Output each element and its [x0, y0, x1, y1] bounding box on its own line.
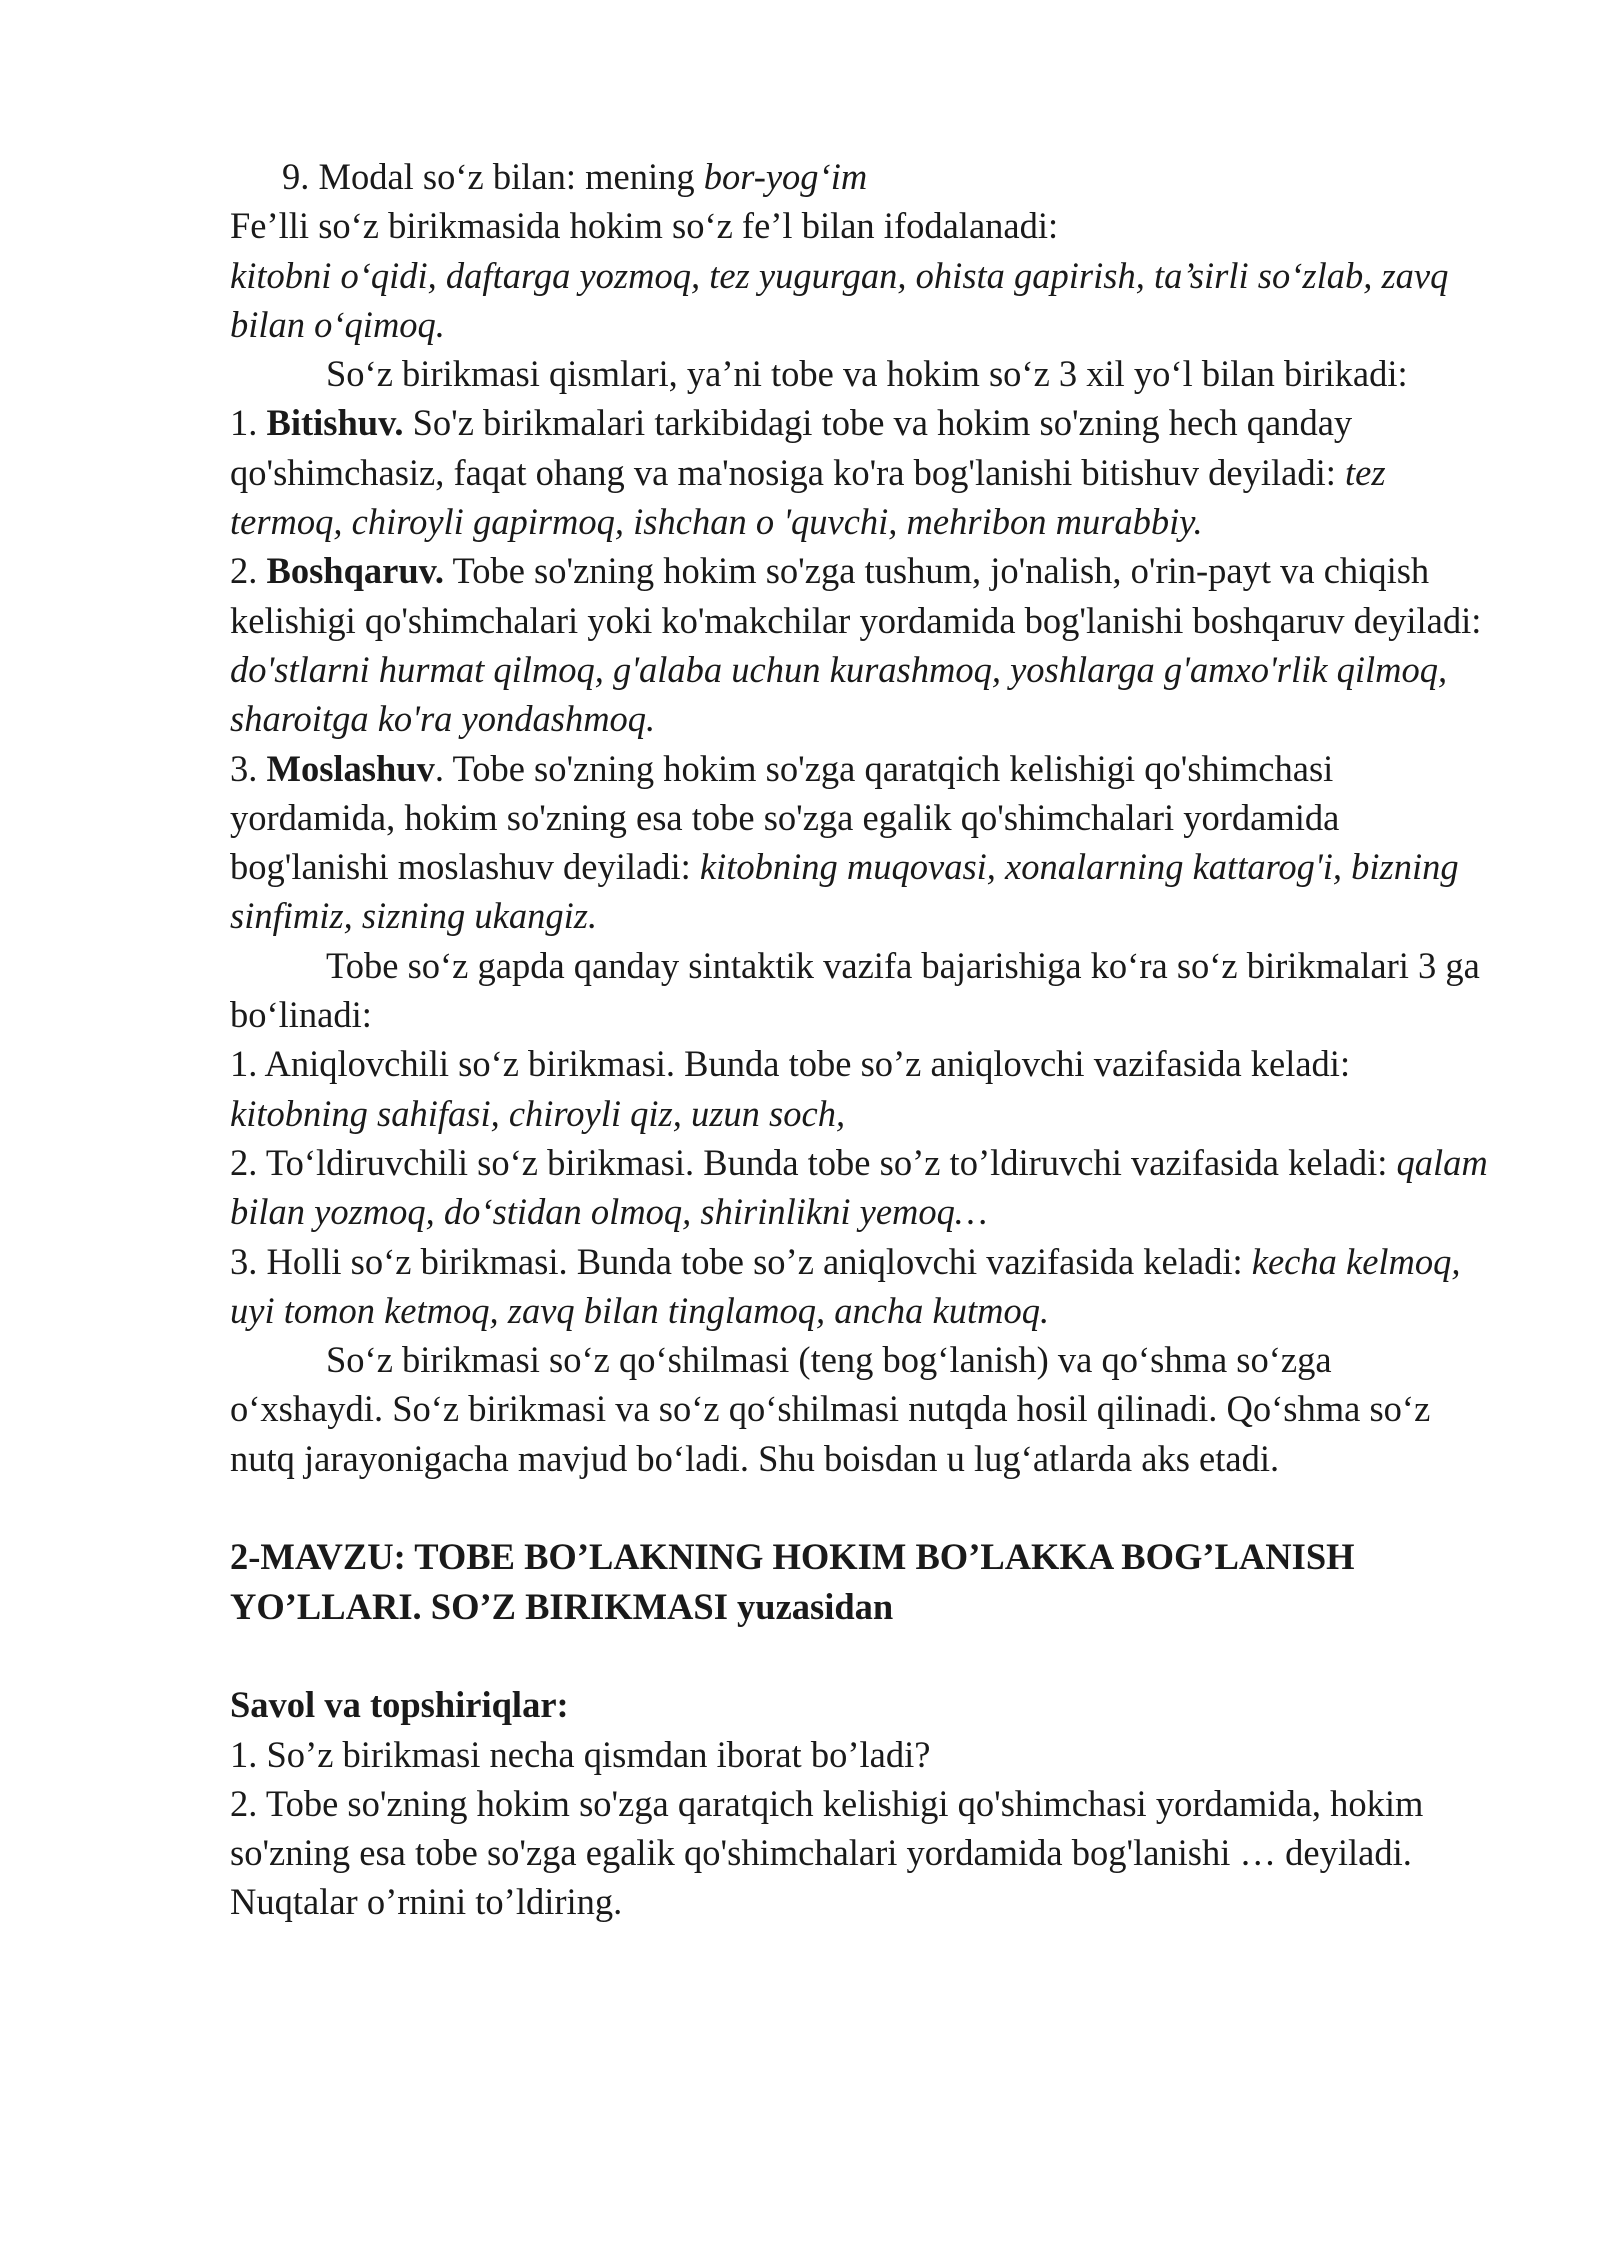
holli-paragraph — [230, 1237, 1490, 1336]
bitishuv-paragraph — [230, 398, 1490, 546]
bitishuv-num: 1. — [230, 402, 267, 444]
aniqlovchili-examples: kitobning sahifasi, chiroyli qiz, uzun soch, — [230, 1092, 846, 1134]
boshqaruv-paragraph — [230, 546, 1490, 743]
moslashuv-examples: kitobning muqovasi, xonalarning kattarog'i, bizning sinfimiz, sizning ukangiz. — [230, 846, 1459, 937]
toldiruvchili-text: 2. To‘ldiruvchili so‘z birikmasi. Bunda tobe so’z to’ldiruvchi vazifasida keladi: — [230, 1141, 1397, 1183]
moslashuv-paragraph — [230, 744, 1490, 941]
modal-line — [230, 152, 1490, 201]
vazifa-paragraph: Tobe so‘z gapda qanday sintaktik vazifa bajarishiga ko‘ra so‘z birikmalari 3 ga bo‘linadi: — [230, 944, 1480, 1036]
boshqaruv-examples: do'stlarni hurmat qilmoq, g'alaba uchun kurashmoq, yoshlarga g'amxo'rlik qilmoq, sharoitga ko'ra yondashmoq. — [230, 648, 1448, 740]
holli-examples: kecha kelmoq, uyi tomon ketmoq, zavq bilan tinglamoq, ancha kutmoq. — [230, 1240, 1461, 1331]
qoshilma-paragraph: So‘z birikmasi so‘z qo‘shilmasi (teng bog‘lanish) va qo‘shma so‘zga o‘xshaydi. So‘z birikmasi va so‘z qo‘shilmasi nutqda hosil qilinadi. Qo‘shma so‘z nutq jarayonigacha mavjud bo‘ladi. Shu boisdan u lug‘atlarda aks etadi. — [230, 1339, 1431, 1479]
felli-examples: kitobni o‘qidi, daftarga yozmoq, tez yugurgan, ohista gapirish, ta’sirli so‘zlab, zavq bilan o‘qimoq. — [230, 254, 1449, 345]
toldiruvchili-examples: qalam bilan yozmoq, do‘stidan olmoq, shirinlikni yemoq… — [230, 1141, 1488, 1233]
qismlar-paragraph: So‘z birikmasi qismlari, ya’ni tobe va hokim so‘z 3 xil yo‘l bilan birikadi: — [326, 353, 1408, 395]
boshqaruv-num: 2. — [230, 550, 267, 592]
aniqlovchili-paragraph — [230, 1039, 1490, 1138]
document-page — [230, 152, 1490, 1927]
boshqaruv-term: Boshqaruv. — [266, 550, 445, 592]
felli-intro: Fe’lli so‘z birikmasida hokim so‘z fe’l bilan ifodalanadi: — [230, 205, 1059, 247]
question-item: 1. So’z birikmasi necha qismdan iborat bo’ladi? — [230, 1733, 931, 1775]
questions-heading: Savol va topshiriqlar: — [230, 1684, 569, 1726]
modal-example: bor-yog‘im — [703, 156, 868, 197]
modal-text: 9. Modal so‘z bilan: mening — [282, 156, 704, 197]
bitishuv-term: Bitishuv. — [266, 402, 404, 444]
section-heading: 2-MAVZU: TOBE BO’LAKNING HOKIM BO’LAKKA BOG’LANISH YO’LLARI. SO’Z BIRIKMASI yuzasidan — [230, 1536, 1355, 1627]
moslashuv-num: 3. — [230, 747, 267, 789]
aniqlovchili-text: 1. Aniqlovchili so‘z birikmasi. Bunda tobe so’z aniqlovchi vazifasida keladi: — [230, 1043, 1351, 1085]
moslashuv-term: Moslashuv — [266, 747, 435, 789]
moslashuv-text: . Tobe so'zning hokim so'zga qaratqich kelishigi qo'shimchasi yordamida, hokim so'zning esa tobe so'zga egalik qo'shimchalari yordamida bog'lanishi moslashuv deyiladi: — [230, 747, 1340, 888]
question-item: 2. Tobe so'zning hokim so'zga qaratqich kelishigi qo'shimchasi yordamida, hokim so'zning esa tobe so'zga egalik qo'shimchalari yordamida bog'lanishi … deyiladi. Nuqtalar o’rnini to’ldiring. — [230, 1782, 1424, 1923]
spacer — [230, 1483, 1490, 1532]
boshqaruv-text: Tobe so'zning hokim so'zga tushum, jo'nalish, o'rin-payt va chiqish kelishigi qo'shimchalari yoki ko'makchilar yordamida bog'lanishi boshqaruv deyiladi: — [230, 550, 1482, 641]
bitishuv-text: So'z birikmalari tarkibidagi tobe va hokim so'zning hech qanday qo'shimchasiz, faqat ohang va ma'nosiga ko'ra bog'lanishi bitishuv deyiladi: — [230, 402, 1353, 493]
holli-text: 3. Holli so‘z birikmasi. Bunda tobe so’z aniqlovchi vazifasida keladi: — [230, 1240, 1252, 1282]
bitishuv-examples: tez termoq, chiroyli gapirmoq, ishchan o 'quvchi, mehribon murabbiy. — [230, 451, 1386, 543]
spacer — [230, 1631, 1490, 1680]
toldiruvchili-paragraph — [230, 1138, 1490, 1237]
